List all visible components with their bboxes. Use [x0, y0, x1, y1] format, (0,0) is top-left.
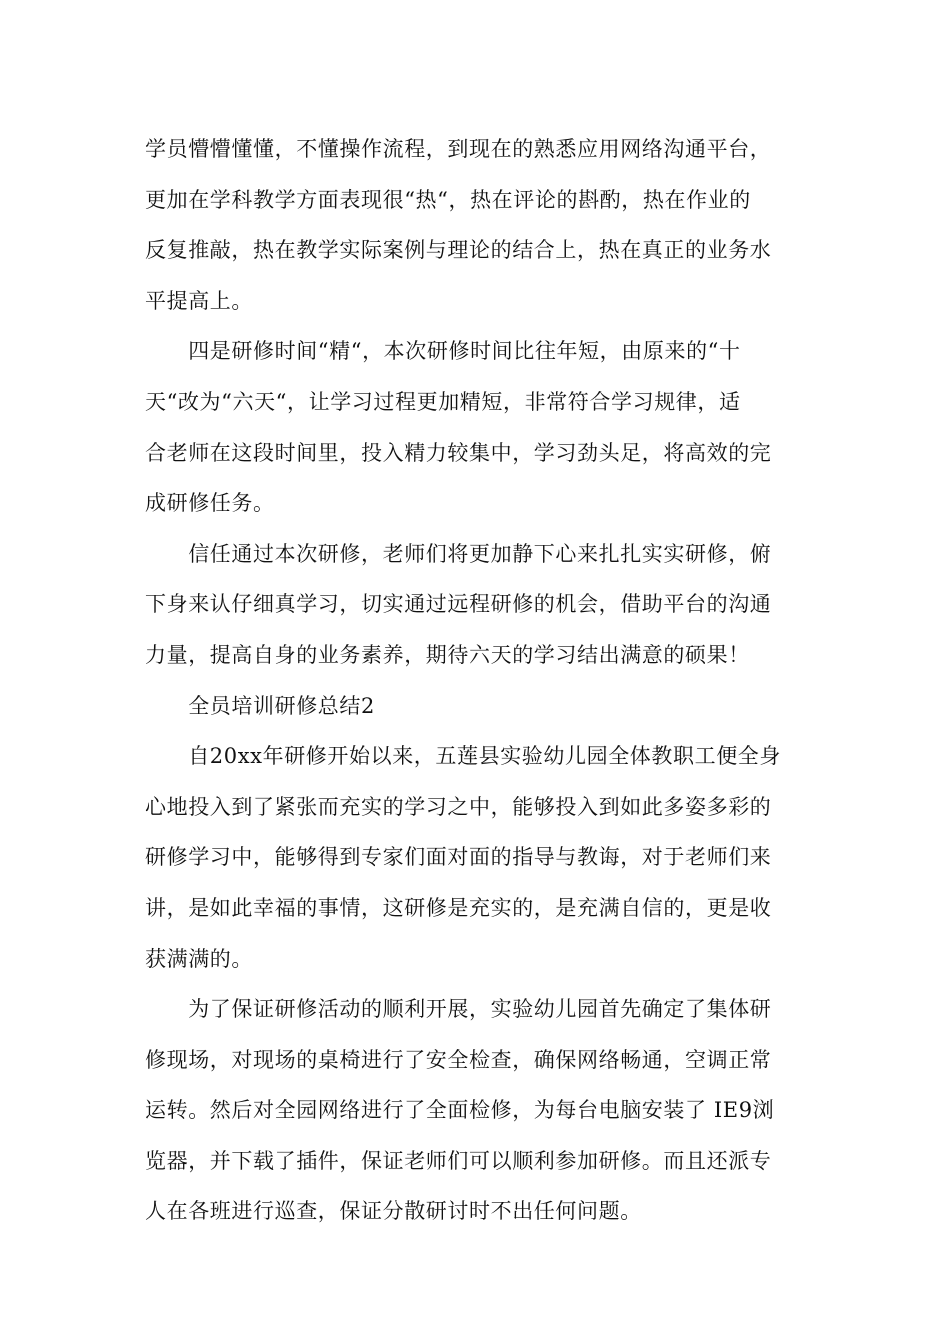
text-line: 心地投入到了紧张而充实的学习之中，能够投入到如此多姿多彩的 — [145, 794, 772, 819]
text-line: 修现场，对现场的桌椅进行了安全检查，确保网络畅通，空调正常 — [145, 1047, 772, 1072]
text-line: 成研修任务。 — [145, 491, 275, 516]
text-line: 览器，并下载了插件，保证老师们可以顺利参加研修。而且还派专 — [145, 1148, 772, 1173]
text-line: 天“改为“六天“，让学习过程更加精短，非常符合学习规律，适 — [145, 389, 741, 414]
text-line: 获满满的。 — [145, 946, 253, 971]
section-heading — [145, 681, 809, 732]
text-line: 学员懵懵懂懂，不懂操作流程，到现在的熟悉应用网络沟通平台， — [145, 137, 772, 161]
text-line: 讲，是如此幸福的事情，这研修是充实的，是充满自信的，更是收 — [145, 895, 772, 920]
document-body — [145, 124, 809, 1237]
paragraph-1 — [145, 124, 809, 326]
text-line: 为了保证研修活动的顺利开展，实验幼儿园首先确定了集体研 — [145, 997, 772, 1022]
text-line: 力量，提高自身的业务素养，期待六天的学习结出满意的硕果！ — [145, 642, 750, 667]
text-line: 下身来认仔细真学习，切实通过远程研修的机会，借助平台的沟通 — [145, 592, 772, 617]
paragraph-5 — [145, 984, 809, 1237]
paragraph-3 — [145, 529, 809, 681]
text-line: 反复推敲，热在教学实际案例与理论的结合上，热在真正的业务水 — [145, 238, 772, 263]
paragraph-2 — [145, 326, 809, 528]
text-line: 信任通过本次研修，老师们将更加静下心来扎扎实实研修，俯 — [145, 541, 772, 566]
text-line: 平提高上。 — [145, 288, 253, 313]
text-line: 运转。然后对全园网络进行了全面检修，为每台电脑安装了 IE9浏 — [145, 1098, 775, 1123]
paragraph-4 — [145, 731, 809, 984]
text-line: 四是研修时间“精“，本次研修时间比往年短，由原来的“十 — [145, 339, 741, 364]
text-line: 自20xx年研修开始以来，五莲县实验幼儿园全体教职工便全身 — [145, 744, 782, 769]
heading-line: 全员培训研修总结2 — [145, 693, 375, 718]
text-line: 更加在学科教学方面表现很“热“，热在评论的斟酌，热在作业的 — [145, 187, 751, 212]
text-line: 合老师在这段时间里，投入精力较集中，学习劲头足，将高效的完 — [145, 440, 772, 465]
text-line: 人在各班进行巡查，保证分散研讨时不出任何问题。 — [145, 1199, 642, 1224]
text-line: 研修学习中，能够得到专家们面对面的指导与教诲，对于老师们来 — [145, 845, 772, 870]
